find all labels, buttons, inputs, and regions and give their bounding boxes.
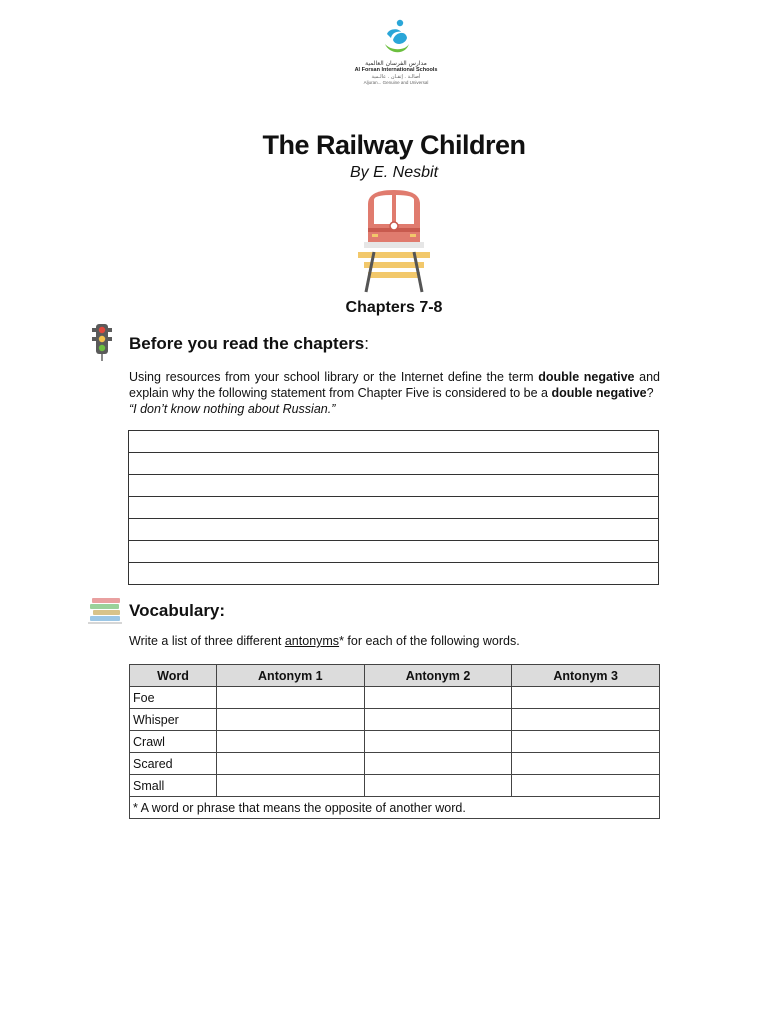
antonym-cell[interactable] xyxy=(364,709,512,731)
table-row xyxy=(130,775,660,797)
antonym-cell[interactable] xyxy=(364,687,512,709)
answer-line[interactable] xyxy=(129,519,659,541)
before-reading-heading-text: Before you read the chapters xyxy=(129,334,365,353)
word-cell: Foe xyxy=(130,687,217,709)
answer-line[interactable] xyxy=(129,475,659,497)
word-cell: Crawl xyxy=(130,731,217,753)
instruction-text-1: Using resources from your school library or the Internet define the term xyxy=(129,370,539,384)
answer-line[interactable] xyxy=(129,431,659,453)
antonym-cell[interactable] xyxy=(512,709,660,731)
quote-text: “I don’t know nothing about Russian.” xyxy=(129,402,336,416)
before-reading-instructions xyxy=(129,369,660,417)
antonym-cell[interactable] xyxy=(512,753,660,775)
instruction-text-2: and explain why the following statement from Chapter Five is considered to be a xyxy=(129,370,660,400)
vocabulary-instructions xyxy=(129,634,520,648)
antonym-cell[interactable] xyxy=(512,775,660,797)
logo-tagline: Aljuran... Genuine and Universal xyxy=(363,80,429,85)
antonyms-term: antonyms xyxy=(284,634,340,648)
header-antonym-1: Antonym 1 xyxy=(217,665,365,687)
antonym-cell[interactable] xyxy=(364,731,512,753)
document-author: By E. Nesbit xyxy=(349,164,439,181)
books-icon xyxy=(88,596,122,626)
antonym-cell[interactable] xyxy=(512,731,660,753)
vocabulary-table xyxy=(129,664,660,819)
antonym-cell[interactable] xyxy=(217,731,365,753)
table-footnote: * A word or phrase that means the opposite of another word. xyxy=(130,797,660,819)
logo-arabic-name: مدارس الفرسان العالمية xyxy=(365,60,427,67)
train-icon xyxy=(358,188,430,294)
answer-lines-box xyxy=(128,430,659,585)
instruction-text-3: ? xyxy=(646,386,654,400)
before-reading-heading xyxy=(129,334,369,354)
header-word: Word xyxy=(130,665,217,687)
antonym-cell[interactable] xyxy=(512,687,660,709)
antonym-cell[interactable] xyxy=(217,709,365,731)
term-double-negative-2: double negative xyxy=(551,386,647,400)
vocab-instruction-pre: Write a list of three different xyxy=(129,634,285,648)
table-row xyxy=(130,753,660,775)
word-cell: Small xyxy=(130,775,217,797)
term-double-negative-1: double negative xyxy=(538,370,635,384)
antonym-cell[interactable] xyxy=(217,753,365,775)
chapters-heading: Chapters 7-8 xyxy=(345,299,443,316)
answer-line[interactable] xyxy=(129,563,659,585)
answer-line[interactable] xyxy=(129,453,659,475)
answer-line[interactable] xyxy=(129,497,659,519)
traffic-light-icon xyxy=(90,322,114,362)
table-row xyxy=(130,731,660,753)
vocab-instruction-post: * for each of the following words. xyxy=(339,634,520,648)
logo-school-name: Al Forsan International Schools xyxy=(354,67,438,73)
answer-line[interactable] xyxy=(129,541,659,563)
header-antonym-3: Antonym 3 xyxy=(512,665,660,687)
document-title: The Railway Children xyxy=(262,130,526,160)
antonym-cell[interactable] xyxy=(364,753,512,775)
table-row xyxy=(130,687,660,709)
antonym-cell[interactable] xyxy=(364,775,512,797)
logo-arabic-tagline: أصالـة . إتقـان . عالـمية xyxy=(371,74,421,80)
antonym-cell[interactable] xyxy=(217,775,365,797)
heading-colon: : xyxy=(364,334,369,353)
school-logo xyxy=(346,18,446,104)
vocabulary-heading: Vocabulary: xyxy=(129,601,226,620)
antonym-cell[interactable] xyxy=(217,687,365,709)
al-forsan-logo-icon xyxy=(379,18,413,58)
word-cell: Whisper xyxy=(130,709,217,731)
header-antonym-2: Antonym 2 xyxy=(364,665,512,687)
table-row xyxy=(130,709,660,731)
word-cell: Scared xyxy=(130,753,217,775)
